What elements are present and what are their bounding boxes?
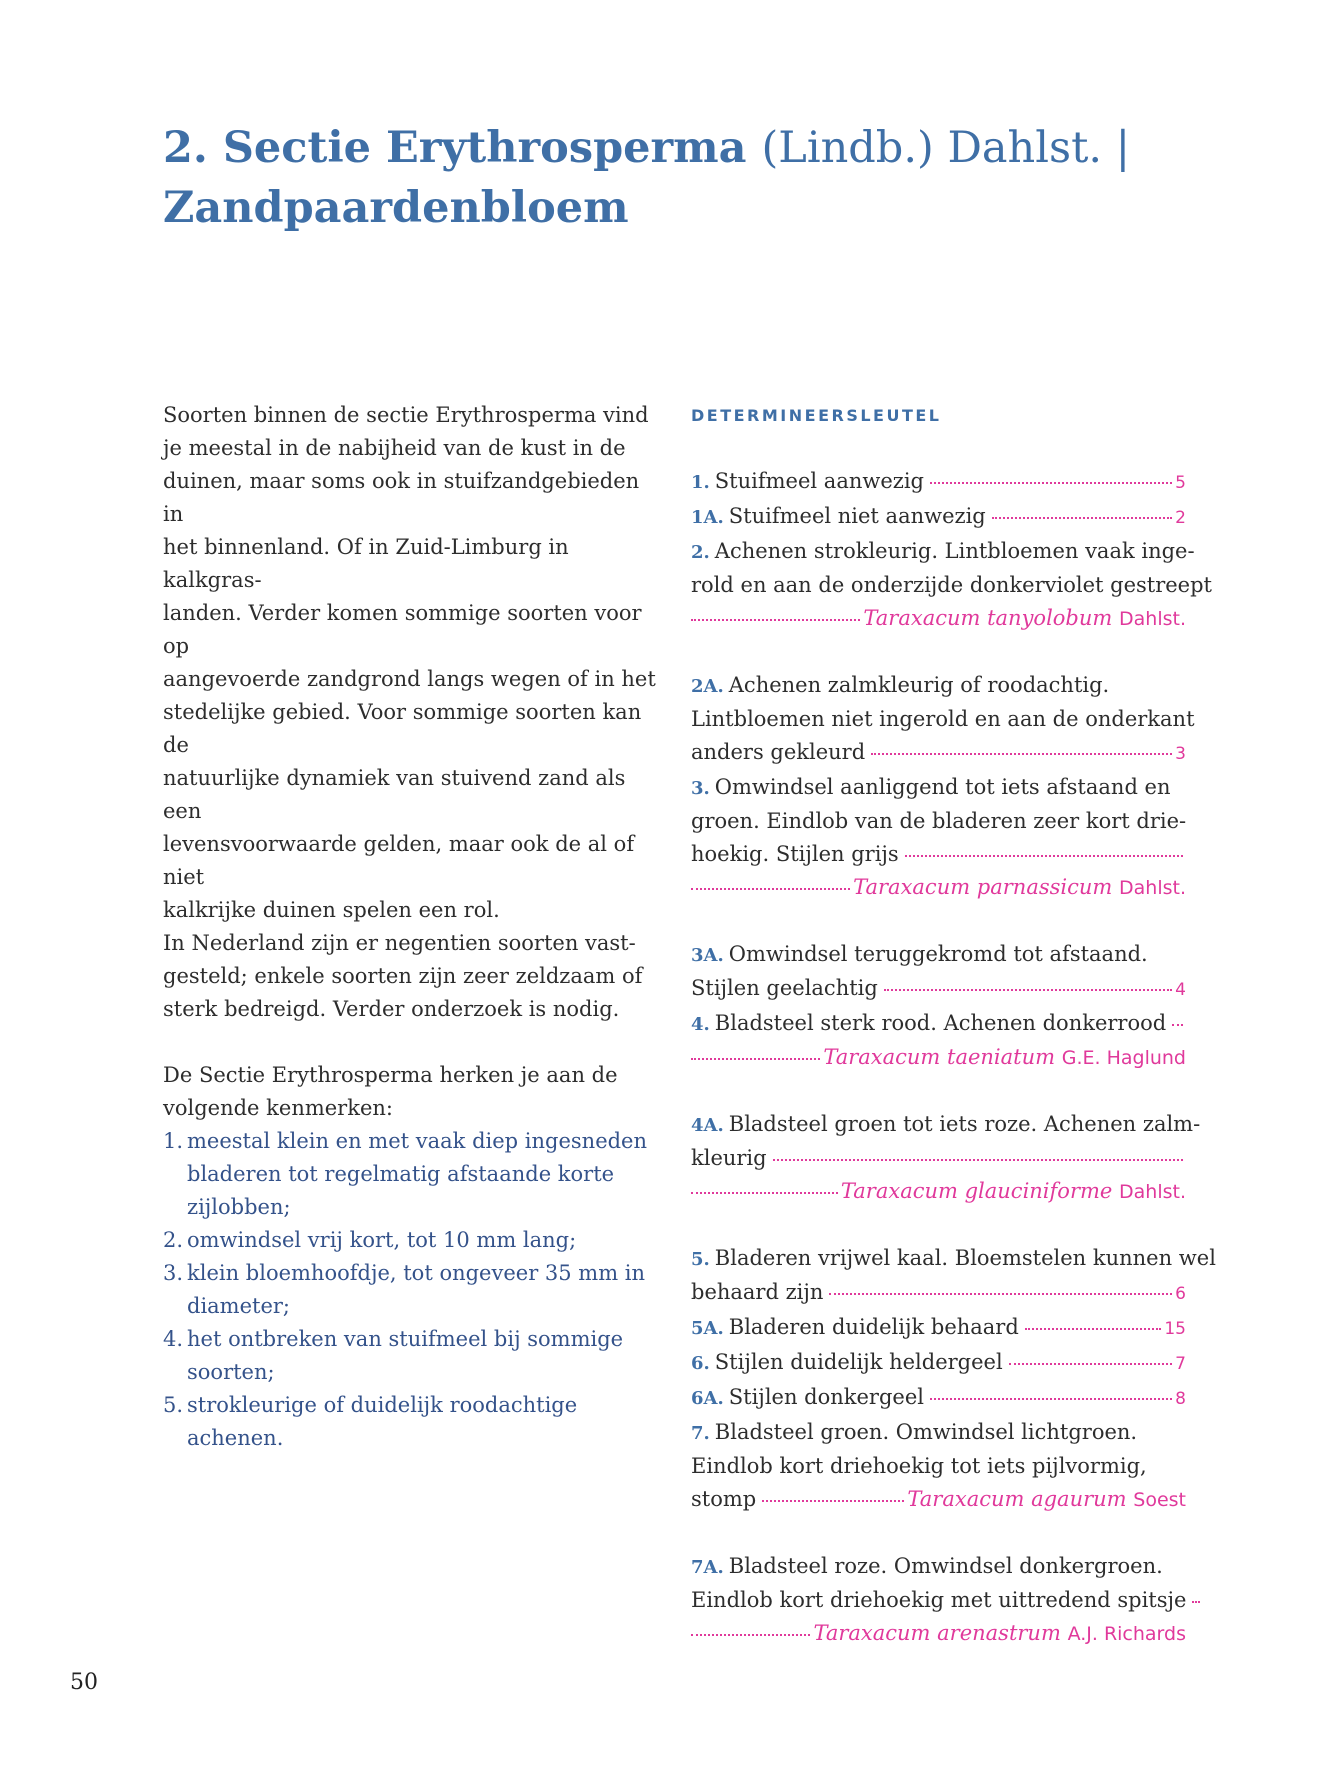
key-code: 7A. — [691, 1557, 724, 1578]
dot-leader — [1172, 1024, 1183, 1026]
dot-leader — [930, 482, 1172, 484]
key-code: 3. — [691, 778, 710, 799]
text-line: gesteld; enkele soorten zijn zeer zeldzaam of — [163, 964, 643, 988]
dot-leader — [691, 619, 860, 621]
key-entry-3a: 3A. Omwindsel teruggekromd tot afstaand. Stijlen geelachtig 4 — [691, 938, 1186, 1007]
taxon-name: Taraxacum taeniatum — [823, 1045, 1056, 1069]
key-entry-4a: 4A. Bladsteel groen tot iets roze. Achenen zalm- kleurig Taraxacum glauciniforme Dahlst. — [691, 1108, 1186, 1209]
key-entry-1: 1. Stuifmeel aanwezig 5 — [691, 465, 1186, 500]
text-line: je meestal in de nabijheid van de kust in de — [163, 436, 626, 460]
dot-leader — [691, 1192, 838, 1194]
key-entry-7a: 7A. Bladsteel roze. Omwindsel donkergroen. Eindlob kort driehoekig met uittredend spitsje Taraxacum arenastrum A.J. Richards — [691, 1550, 1186, 1651]
key-code: 6. — [691, 1353, 710, 1374]
key-entry-2a: 2A. Achenen zalmkleurig of roodachtig. Lintbloemen niet ingerold en aan de onderkant anders gekleurd 3 — [691, 669, 1186, 771]
key-entry-3: 3. Omwindsel aanliggend tot iets afstaand en groen. Eindlob van de bladeren zeer kort drie- hoekig. Stijlen grijs Taraxacum parnassicum Dahlst. — [691, 771, 1186, 905]
text-line: aangevoerde zandgrond langs wegen of in het — [163, 667, 656, 691]
dot-leader — [1025, 1328, 1162, 1330]
list-item: 2. omwindsel vrij kort, tot 10 mm lang; — [163, 1224, 663, 1257]
dot-leader — [773, 1159, 1183, 1161]
taxon-author: Dahlst. — [1119, 608, 1186, 630]
key-ref-link[interactable]: 15 — [1164, 1319, 1186, 1339]
list-number: 2. — [163, 1228, 184, 1252]
key-code: 2. — [691, 542, 710, 563]
dot-leader — [930, 1398, 1172, 1400]
taxon-name: Taraxacum tanyolobum — [863, 606, 1113, 630]
dot-leader — [762, 1500, 904, 1502]
key-entry-4: 4. Bladsteel sterk rood. Achenen donkerrood Taraxacum taeniatum G.E. Haglund — [691, 1007, 1186, 1075]
identification-key — [691, 399, 1216, 1651]
key-code: 3A. — [691, 945, 724, 966]
key-code: 4A. — [691, 1115, 724, 1136]
page-title — [163, 118, 1203, 238]
key-entry-6a: 6A. Stijlen donkergeel 8 — [691, 1381, 1186, 1416]
key-code: 1. — [691, 472, 710, 493]
key-code: 5. — [691, 1249, 710, 1270]
taxon-name: Taraxacum glauciniforme — [840, 1179, 1113, 1203]
intro-paragraph-1 — [163, 399, 663, 1026]
list-number: 4. — [163, 1327, 184, 1351]
key-heading: DETERMINEERSLEUTEL — [691, 406, 942, 425]
key-ref-link[interactable]: 8 — [1175, 1389, 1186, 1409]
key-entry-2: 2. Achenen strokleurig. Lintbloemen vaak inge- rold en aan de onderzijde donkerviolet gestreept Taraxacum tanyolobum Dahlst. — [691, 535, 1186, 636]
key-code: 2A. — [691, 676, 724, 697]
key-ref-link[interactable]: 6 — [1175, 1284, 1186, 1304]
intro-paragraph-2 — [163, 1059, 663, 1125]
dot-leader — [829, 1293, 1172, 1295]
text-line: het binnenland. Of in Zuid-Limburg in kalkgras- — [163, 535, 569, 592]
key-entry-5a: 5A. Bladeren duidelijk behaard 15 — [691, 1311, 1186, 1346]
key-code: 6A. — [691, 1388, 724, 1409]
list-item: 5. strokleurige of duidelijk roodachtige achenen. — [163, 1389, 663, 1455]
dot-leader — [992, 517, 1172, 519]
text-line: volgende kenmerken: — [163, 1096, 393, 1120]
list-item: 3. klein bloemhoofdje, tot ongeveer 35 mm in diameter; — [163, 1257, 663, 1323]
text-line: In Nederland zijn er negentien soorten vast- — [163, 931, 636, 955]
feature-list — [163, 1125, 663, 1455]
key-entry-6: 6. Stijlen duidelijk heldergeel 7 — [691, 1346, 1186, 1381]
key-code: 7. — [691, 1423, 710, 1444]
key-ref-link[interactable]: 5 — [1175, 473, 1186, 493]
dot-leader — [691, 888, 850, 890]
taxon-name: Taraxacum parnassicum — [853, 875, 1113, 899]
dot-leader — [691, 1058, 820, 1060]
common-name: Zandpaardenbloem — [163, 183, 629, 233]
key-ref-link[interactable]: 3 — [1175, 744, 1186, 764]
dot-leader — [884, 989, 1172, 991]
dot-leader — [691, 1634, 810, 1636]
key-entry-7: 7. Bladsteel groen. Omwindsel lichtgroen. Eindlob kort driehoekig tot iets pijlvormig, stomp Taraxacum agaurum Soest — [691, 1416, 1186, 1517]
taxon-author: Soest — [1133, 1489, 1186, 1511]
page-number: 50 — [70, 1670, 98, 1695]
text-line: landen. Verder komen sommige soorten voor op — [163, 601, 642, 658]
text-line: duinen, maar soms ook in stuifzandgebieden in — [163, 469, 640, 526]
text-line: De Sectie Erythrosperma herken je aan de — [163, 1063, 618, 1087]
text-line: natuurlijke dynamiek van stuivend zand als een — [163, 766, 626, 823]
list-number: 3. — [163, 1261, 184, 1285]
dot-leader — [1009, 1363, 1172, 1365]
list-item: 4. het ontbreken van stuifmeel bij sommige soorten; — [163, 1323, 663, 1389]
key-entry-1a: 1A. Stuifmeel niet aanwezig 2 — [691, 500, 1186, 535]
dot-leader — [871, 753, 1172, 755]
dot-leader — [905, 855, 1183, 857]
taxon-author: A.J. Richards — [1067, 1623, 1186, 1645]
key-code: 5A. — [691, 1318, 724, 1339]
list-item: 1. meestal klein en met vaak diep ingesneden bladeren tot regelmatig afstaande korte zijlobben; — [163, 1125, 663, 1224]
key-ref-link[interactable]: 4 — [1175, 980, 1186, 1000]
key-code: 1A. — [691, 507, 724, 528]
text-line: stedelijke gebied. Voor sommige soorten kan de — [163, 700, 642, 757]
intro-text — [163, 399, 663, 1455]
section-name: 2. Sectie Erythrosperma — [163, 123, 747, 173]
taxon-author: G.E. Haglund — [1061, 1047, 1186, 1069]
list-number: 1. — [163, 1129, 184, 1153]
dot-leader — [1192, 1601, 1200, 1603]
text-line: sterk bedreigd. Verder onderzoek is nodig. — [163, 997, 620, 1021]
key-entry-5: 5. Bladeren vrijwel kaal. Bloemstelen kunnen wel behaard zijn 6 — [691, 1242, 1186, 1311]
list-number: 5. — [163, 1393, 184, 1417]
taxon-name: Taraxacum arenastrum — [813, 1621, 1061, 1645]
text-line: levensvoorwaarde gelden, maar ook de al of niet — [163, 832, 635, 889]
key-code: 4. — [691, 1014, 710, 1035]
key-ref-link[interactable]: 2 — [1175, 508, 1186, 528]
taxon-author: Dahlst. — [1119, 877, 1186, 899]
key-ref-link[interactable]: 7 — [1175, 1354, 1186, 1374]
taxon-name: Taraxacum agaurum — [907, 1487, 1127, 1511]
section-authority: (Lindb.) Dahlst. | — [761, 123, 1131, 173]
taxon-author: Dahlst. — [1119, 1181, 1186, 1203]
text-line: kalkrijke duinen spelen een rol. — [163, 898, 500, 922]
text-line: Soorten binnen de sectie Erythrosperma vind — [163, 403, 649, 427]
